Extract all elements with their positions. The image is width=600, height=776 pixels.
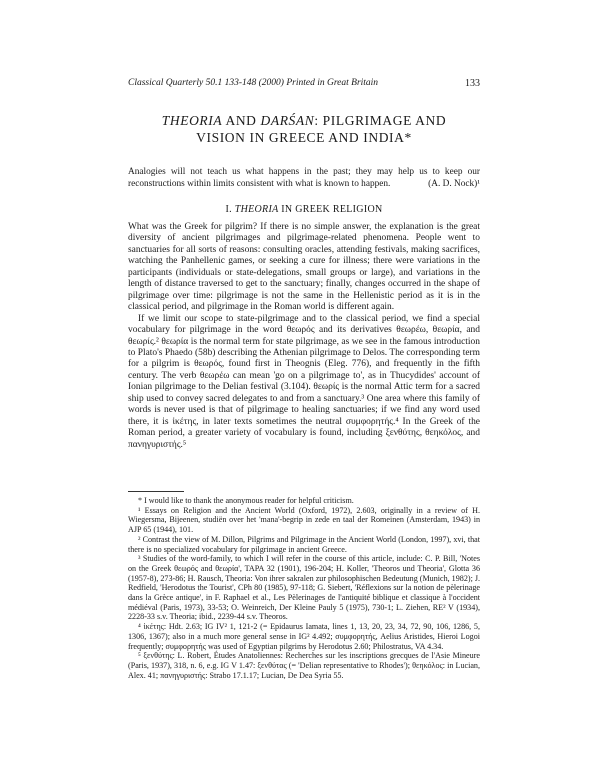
footnote-separator <box>128 491 184 492</box>
footnotes <box>128 496 480 680</box>
paragraph: What was the Greek for pilgrim? If there is no simple answer, the explanation is the great diversity of ancient pilgrimages and pilgrimage-related phenomena. People went to sanctuaries for all sorts of reasons: consulting oracles, attending festivals, making sacrifices, watching the Panhellenic games, or seeking a cure for illness; there were variations in the participants (individuals or state-delegations, small groups or large), and variations in the length of distance traversed to get to the sanctuary; finally, changes occurred in the shape of pilgrimage over time: pilgrimage is not the same in the Hellenistic period as it is in the classical period, and pilgrimage in the Roman world is different again. <box>128 222 480 313</box>
footnote: ² Contrast the view of M. Dillon, Pilgrims and Pilgrimage in the Ancient World (London, 1997), xvi, that there is no specialized vocabulary for pilgrimage in ancient Greece. <box>128 534 480 554</box>
epigraph-text: Analogies will not teach us what happens in the past; they may help us to keep our reconstructions within limits consistent with what is known to happen. <box>128 167 480 189</box>
journal-citation: Classical Quarterly 50.1 133-148 (2000) Printed in Great Britain <box>128 78 379 88</box>
footnote: ⁵ ξενθύτης: L. Robert, Études Anatoliennes: Recherches sur les inscriptions grecques de l'Asie Mineure (Paris, 1937), 318, n. 6, e.g. IG V 1.47: ξενθύτας (= 'Delian representative to Rhodes'); θεηκόλος: in Lucian, Alex. 41; πανηγυριστής: Strabo 17.1.17; Lucian, De Dea Syria 55. <box>128 651 480 680</box>
section-heading-rest: IN GREEK RELIGION <box>278 204 383 215</box>
title-and: AND <box>222 113 261 128</box>
footnote: ⁴ ἱκέτης: Hdt. 2.63; IG IV² 1, 121-2 (= Epidaurus Iamata, lines 1, 13, 20, 23, 34, 72, 90, 106, 1286, 5, 1306, 1367); also in a much more general sense in IG² 4.492; συμφορητής, Aelius Aristides, Hieroi Logoi frequently; συμφορητής was used of Egyptian pilgrims by Herodotus 2.60; Philostratus, VA 4.34. <box>128 622 480 651</box>
body-text <box>128 222 480 451</box>
running-header <box>128 78 480 88</box>
paragraph: If we limit our scope to state-pilgrimage and to the classical period, we find a special vocabulary for pilgrimage in the word θεωρός and its derivatives θεωρέω, θεωρία, and θεωρίς.² θεωρία is the normal term for state pilgrimage, as we see in the famous introduction to Plato's Phaedo (58b) describing the Athenian pilgrimage to Delos. The corresponding term for a pilgrim is θεωρός, found first in Theognis (Eleg. 776), and frequently in the fifth century. The verb θεωρέω can mean 'go on a pilgrimage to', as in Thucydides' account of Ionian pilgrimage to the Delian festival (3.104). θεωρίς is the normal Attic term for a sacred ship used to convey sacred delegates to and from a sanctuary.³ One area where this family of words is never used is that of pilgrimage to healing sanctuaries; if we find any word used there, it is ἱκέτης, in later texts sometimes the neutral συμφορητής.⁴ In the Greek of the Roman period, a greater variety of vocabulary is found, including ξενθύτης, θεηκόλος, and πανηγυριστής.⁵ <box>128 313 480 450</box>
section-heading <box>128 204 480 215</box>
title-word-darsan: DARŚAN <box>260 113 315 128</box>
title-rest-line1: : PILGRIMAGE AND <box>314 113 447 128</box>
footnote: * I would like to thank the anonymous reader for helpful criticism. <box>138 496 354 505</box>
footnote: ¹ Essays on Religion and the Ancient World (Oxford, 1972), 2.603, originally in a review of H. Wiegersma, Bijeenen, studiën over het 'mana'-begrip in zede en taal der Romeinen (Amsterdam, 1943) in AJP 65 (1944), 101. <box>128 505 480 535</box>
article-title <box>128 112 480 146</box>
page-number: 133 <box>465 78 480 89</box>
title-line2: VISION IN GREECE AND INDIA* <box>196 130 412 145</box>
footnote: ³ Studies of the word-family, to which I will refer in the course of this article, include: C. P. Bill, 'Notes on the Greek θεωρός and θεωρία', TAPA 32 (1901), 196-204; H. Koller, 'Theoros und Theoria', Glotta 36 (1957-8), 273-86; H. Rausch, Theoria: Von ihrer sakralen zur philosophischen Bedeutung (Munich, 1982); J. Redfield, 'Herodotus the Tourist', CPh 80 (1985), 97-118; G. Siebert, 'Réflexions sur la notion de pèlerinage dans la Grèce antique', in F. Raphael et al., Les Pèlerinages de l'antiquité biblique et classique à l'occident médiéval (Paris, 1973), 33-53; O. Weinreich, Der Kleine Pauly 5 (1975), 730-1; L. Ziehen, RE² V (1934), 2228-33 s.v. Theoria; ibid., 2239-44 s.v. Theoros. <box>128 554 481 622</box>
section-keyword: THEORIA <box>234 204 279 215</box>
epigraph <box>128 166 480 190</box>
epigraph-attribution: (A. D. Nock)¹ <box>428 179 480 189</box>
section-number: I. <box>225 204 235 215</box>
title-word-theoria: THEORIA <box>161 113 223 128</box>
